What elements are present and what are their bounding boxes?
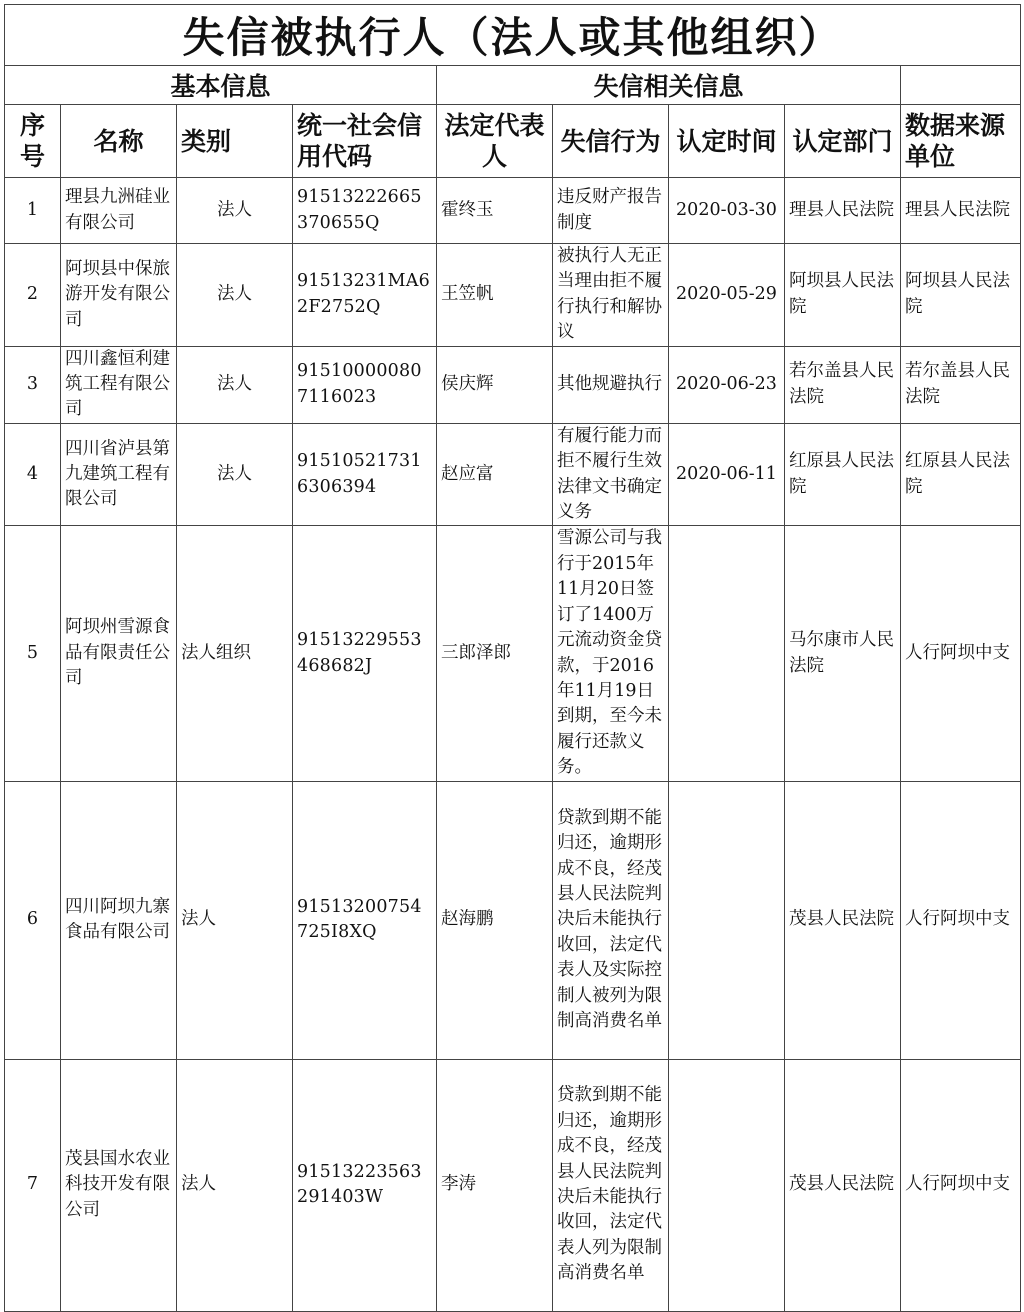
cell-source: 若尔盖县人民法院 — [901, 346, 1021, 423]
cell-credit-code: 915105217316306394 — [293, 423, 437, 526]
cell-name: 阿坝州雪源食品有限责任公司 — [61, 526, 177, 781]
cell-department: 若尔盖县人民法院 — [785, 346, 901, 423]
cell-credit-code: 91513222665370655Q — [293, 178, 437, 244]
cell-behavior: 贷款到期不能归还，逾期形成不良，经茂县人民法院判决后未能执行收回，法定代表人列为限制高消费名单 — [553, 1059, 669, 1311]
title-row — [5, 5, 1021, 66]
dishonest-persons-table — [4, 4, 1021, 1312]
cell-legal-rep: 侯庆辉 — [437, 346, 553, 423]
column-header-row — [5, 105, 1021, 178]
cell-credit-code: 91513200754725I8XQ — [293, 781, 437, 1059]
group-header-row — [5, 66, 1021, 105]
group-basic-info: 基本信息 — [5, 66, 437, 105]
cell-seq: 7 — [5, 1059, 61, 1311]
cell-seq: 6 — [5, 781, 61, 1059]
cell-credit-code: 91513223563291403W — [293, 1059, 437, 1311]
cell-seq: 4 — [5, 423, 61, 526]
cell-source: 人行阿坝中支 — [901, 1059, 1021, 1311]
table-row — [5, 423, 1021, 526]
cell-department: 理县人民法院 — [785, 178, 901, 244]
cell-name: 四川省泸县第九建筑工程有限公司 — [61, 423, 177, 526]
cell-legal-rep: 王笠帆 — [437, 244, 553, 347]
group-empty-cell — [901, 66, 1021, 105]
cell-source: 红原县人民法院 — [901, 423, 1021, 526]
cell-date: 2020-06-11 — [669, 423, 785, 526]
header-legal-rep: 法定代表人 — [437, 105, 553, 178]
cell-type: 法人 — [177, 346, 293, 423]
cell-seq: 2 — [5, 244, 61, 347]
header-date: 认定时间 — [669, 105, 785, 178]
table-row — [5, 1059, 1021, 1311]
cell-source: 人行阿坝中支 — [901, 526, 1021, 781]
cell-date: 2020-05-29 — [669, 244, 785, 347]
header-department: 认定部门 — [785, 105, 901, 178]
group-dishonest-info: 失信相关信息 — [437, 66, 901, 105]
cell-type: 法人 — [177, 178, 293, 244]
cell-date — [669, 1059, 785, 1311]
cell-behavior: 被执行人无正当理由拒不履行执行和解协议 — [553, 244, 669, 347]
cell-type: 法人组织 — [177, 526, 293, 781]
cell-legal-rep: 赵海鹏 — [437, 781, 553, 1059]
cell-seq: 3 — [5, 346, 61, 423]
cell-seq: 1 — [5, 178, 61, 244]
cell-type: 法人 — [177, 1059, 293, 1311]
cell-name: 茂县国水农业科技开发有限公司 — [61, 1059, 177, 1311]
cell-behavior: 贷款到期不能归还，逾期形成不良，经茂县人民法院判决后未能执行收回，法定代表人及实际控制人被列为限制高消费名单 — [553, 781, 669, 1059]
page-title: 失信被执行人（法人或其他组织） — [5, 5, 1021, 66]
cell-type: 法人 — [177, 244, 293, 347]
cell-department: 茂县人民法院 — [785, 1059, 901, 1311]
cell-legal-rep: 李涛 — [437, 1059, 553, 1311]
cell-date — [669, 781, 785, 1059]
cell-legal-rep: 霍终玉 — [437, 178, 553, 244]
header-type: 类别 — [177, 105, 293, 178]
cell-date — [669, 526, 785, 781]
cell-department: 阿坝县人民法院 — [785, 244, 901, 347]
cell-legal-rep: 三郎泽郎 — [437, 526, 553, 781]
table-row — [5, 346, 1021, 423]
cell-legal-rep: 赵应富 — [437, 423, 553, 526]
table-row — [5, 178, 1021, 244]
header-source: 数据来源单位 — [901, 105, 1021, 178]
cell-department: 红原县人民法院 — [785, 423, 901, 526]
header-credit-code: 统一社会信用代码 — [293, 105, 437, 178]
cell-credit-code: 91513229553468682J — [293, 526, 437, 781]
document-sheet — [4, 4, 1020, 1301]
cell-credit-code: 91513231MA62F2752Q — [293, 244, 437, 347]
cell-behavior: 违反财产报告制度 — [553, 178, 669, 244]
cell-name: 四川阿坝九寨食品有限公司 — [61, 781, 177, 1059]
table-row — [5, 781, 1021, 1059]
cell-behavior: 有履行能力而拒不履行生效法律文书确定义务 — [553, 423, 669, 526]
cell-department: 茂县人民法院 — [785, 781, 901, 1059]
table-row — [5, 244, 1021, 347]
cell-source: 人行阿坝中支 — [901, 781, 1021, 1059]
cell-type: 法人 — [177, 423, 293, 526]
header-name: 名称 — [61, 105, 177, 178]
cell-credit-code: 915100000807116023 — [293, 346, 437, 423]
header-behavior: 失信行为 — [553, 105, 669, 178]
cell-date: 2020-03-30 — [669, 178, 785, 244]
cell-name: 阿坝县中保旅游开发有限公司 — [61, 244, 177, 347]
cell-source: 理县人民法院 — [901, 178, 1021, 244]
cell-name: 四川鑫恒利建筑工程有限公司 — [61, 346, 177, 423]
cell-behavior: 雪源公司与我行于2015年11月20日签订了1400万元流动资金贷款，于2016年11月19日到期，至今未履行还款义务。 — [553, 526, 669, 781]
cell-behavior: 其他规避执行 — [553, 346, 669, 423]
cell-type: 法人 — [177, 781, 293, 1059]
cell-source: 阿坝县人民法院 — [901, 244, 1021, 347]
header-seq: 序号 — [5, 105, 61, 178]
cell-name: 理县九洲硅业有限公司 — [61, 178, 177, 244]
cell-date: 2020-06-23 — [669, 346, 785, 423]
cell-department: 马尔康市人民法院 — [785, 526, 901, 781]
table-row — [5, 526, 1021, 781]
cell-seq: 5 — [5, 526, 61, 781]
